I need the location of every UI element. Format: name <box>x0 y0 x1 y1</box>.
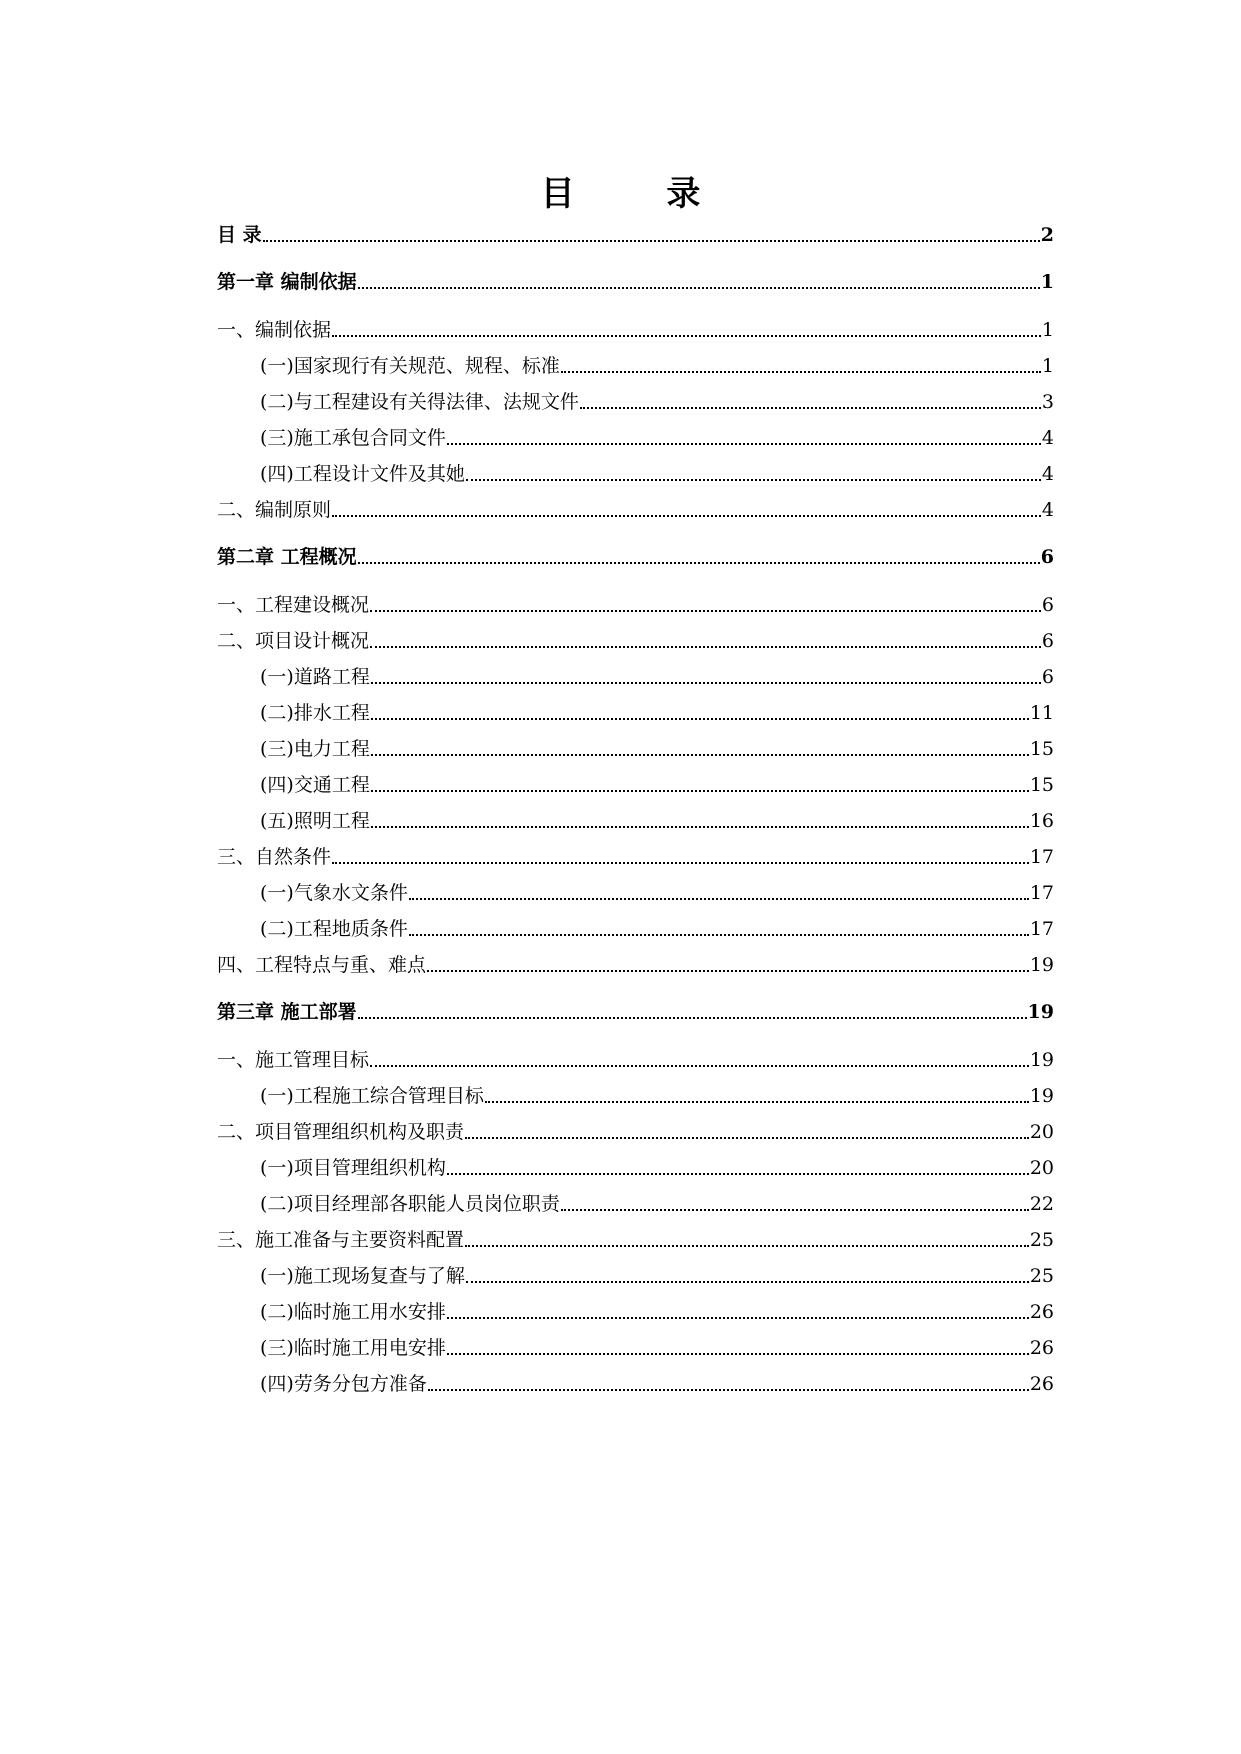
toc-entry[interactable] <box>260 1083 1054 1109</box>
toc-entry[interactable] <box>260 1263 1054 1289</box>
toc-page-number: 19 <box>1029 1049 1054 1071</box>
toc-page-number: 3 <box>1041 391 1054 413</box>
toc-entry-label: 三、自然条件 <box>217 846 332 868</box>
toc-entry-label: (四)劳务分包方准备 <box>260 1373 427 1395</box>
toc-dot-leader <box>371 824 1029 828</box>
toc-entry[interactable] <box>217 497 1054 523</box>
toc-entry-label: 第二章 工程概况 <box>217 546 357 568</box>
toc-entry[interactable] <box>260 1299 1054 1325</box>
toc-page-number: 1 <box>1041 319 1054 341</box>
toc-entry[interactable] <box>260 772 1054 798</box>
toc-dot-leader <box>332 513 1041 517</box>
toc-dot-leader <box>561 1207 1029 1211</box>
toc-entry-label: 一、施工管理目标 <box>217 1049 370 1071</box>
toc-entry[interactable] <box>217 999 1054 1025</box>
toc-page-number: 11 <box>1029 702 1054 724</box>
toc-page-number: 19 <box>1029 954 1054 976</box>
toc-entry-label: (三)施工承包合同文件 <box>260 427 446 449</box>
toc-dot-leader <box>358 560 1040 564</box>
toc-entry-label: (二)临时施工用水安排 <box>260 1301 446 1323</box>
toc-dot-leader <box>370 1063 1029 1067</box>
toc-page-number: 17 <box>1029 918 1054 940</box>
toc-entry[interactable] <box>217 844 1054 870</box>
toc-page-number: 17 <box>1029 846 1054 868</box>
toc-entry-label: (一)项目管理组织机构 <box>260 1157 446 1179</box>
toc-entry[interactable] <box>217 1227 1054 1253</box>
toc-entry-label: 三、施工准备与主要资料配置 <box>217 1229 465 1251</box>
toc-entry[interactable] <box>217 544 1054 570</box>
toc-dot-leader <box>371 680 1041 684</box>
toc-page-number: 26 <box>1029 1337 1054 1359</box>
toc-page-number: 26 <box>1029 1373 1054 1395</box>
toc-dot-leader <box>371 752 1029 756</box>
toc-page-number: 16 <box>1029 810 1054 832</box>
toc-entry[interactable] <box>260 425 1054 451</box>
toc-entry[interactable] <box>217 222 1054 248</box>
toc-entry-label: 一、编制依据 <box>217 319 332 341</box>
toc-dot-leader <box>447 1315 1029 1319</box>
toc-entry-label: 四、工程特点与重、难点 <box>217 954 427 976</box>
toc-page-number: 20 <box>1029 1157 1054 1179</box>
toc-entry[interactable] <box>260 664 1054 690</box>
toc-dot-leader <box>485 1099 1029 1103</box>
toc-entry-label: 第一章 编制依据 <box>217 271 357 293</box>
toc-entry[interactable] <box>217 317 1054 343</box>
toc-page-number: 1 <box>1040 271 1054 293</box>
toc-dot-leader <box>371 788 1029 792</box>
page-title: 目 录 <box>540 174 741 214</box>
toc-page-number: 26 <box>1029 1301 1054 1323</box>
toc-page-number: 22 <box>1029 1193 1054 1215</box>
toc-dot-leader <box>465 1243 1029 1247</box>
toc-entry-label: (一)气象水文条件 <box>260 882 408 904</box>
toc-entry-label: (四)交通工程 <box>260 774 370 796</box>
toc-dot-leader <box>370 644 1041 648</box>
toc-entry[interactable] <box>260 700 1054 726</box>
toc-entry-label: (一)工程施工综合管理目标 <box>260 1085 484 1107</box>
toc-entry-label: (一)施工现场复查与了解 <box>260 1265 465 1287</box>
toc-page-number: 1 <box>1041 355 1054 377</box>
toc-entry-label: 一、工程建设概况 <box>217 594 370 616</box>
toc-page-number: 6 <box>1041 666 1054 688</box>
toc-dot-leader <box>447 1351 1029 1355</box>
toc-dot-leader <box>427 968 1029 972</box>
toc-entry[interactable] <box>260 808 1054 834</box>
toc-entry[interactable] <box>217 952 1054 978</box>
toc-dot-leader <box>332 860 1029 864</box>
toc-entry[interactable] <box>260 1191 1054 1217</box>
toc-dot-leader <box>332 333 1041 337</box>
toc-entry[interactable] <box>217 592 1054 618</box>
toc-page-number: 6 <box>1041 630 1054 652</box>
toc-dot-leader <box>466 477 1041 481</box>
toc-entry-label: (四)工程设计文件及其她 <box>260 463 465 485</box>
toc-entry[interactable] <box>260 1155 1054 1181</box>
toc-entry[interactable] <box>260 461 1054 487</box>
toc-entry[interactable] <box>260 1371 1054 1397</box>
toc-dot-leader <box>561 369 1041 373</box>
toc-page-number: 25 <box>1029 1229 1054 1251</box>
toc-entry-label: (一)道路工程 <box>260 666 370 688</box>
toc-page-number: 6 <box>1041 594 1054 616</box>
toc-dot-leader <box>447 1171 1029 1175</box>
toc-page-number: 17 <box>1029 882 1054 904</box>
toc-entry[interactable] <box>217 628 1054 654</box>
toc-entry[interactable] <box>260 736 1054 762</box>
toc-dot-leader <box>447 441 1041 445</box>
toc-entry-label: (二)与工程建设有关得法律、法规文件 <box>260 391 579 413</box>
toc-page-number: 4 <box>1041 463 1054 485</box>
toc-entry-label: 第三章 施工部署 <box>217 1001 357 1023</box>
toc-dot-leader <box>370 608 1041 612</box>
toc-entry-label: 二、项目管理组织机构及职责 <box>217 1121 465 1143</box>
toc-page-number: 25 <box>1029 1265 1054 1287</box>
toc-entry[interactable] <box>260 389 1054 415</box>
toc-dot-leader <box>358 285 1040 289</box>
toc-entry-label: (一)国家现行有关规范、规程、标准 <box>260 355 560 377</box>
toc-dot-leader <box>358 1015 1027 1019</box>
toc-entry[interactable] <box>260 916 1054 942</box>
toc-page-number: 6 <box>1040 546 1054 568</box>
toc-entry[interactable] <box>260 880 1054 906</box>
toc-dot-leader <box>428 1387 1029 1391</box>
toc-dot-leader <box>371 716 1029 720</box>
toc-page-number: 19 <box>1027 1001 1054 1023</box>
toc-dot-leader <box>263 238 1040 242</box>
toc-entry-label: 二、编制原则 <box>217 499 332 521</box>
toc-entry-label: (三)临时施工用电安排 <box>260 1337 446 1359</box>
toc-entry-label: (五)照明工程 <box>260 810 370 832</box>
toc-dot-leader <box>466 1279 1029 1283</box>
toc-entry[interactable] <box>260 353 1054 379</box>
toc-entry[interactable] <box>260 1335 1054 1361</box>
toc-dot-leader <box>409 896 1029 900</box>
toc-dot-leader <box>580 405 1041 409</box>
toc-entry[interactable] <box>217 1119 1054 1145</box>
toc-dot-leader <box>409 932 1029 936</box>
toc-page-number: 15 <box>1029 774 1054 796</box>
toc-entry[interactable] <box>217 1047 1054 1073</box>
toc-dot-leader <box>465 1135 1029 1139</box>
toc-page-number: 19 <box>1029 1085 1054 1107</box>
toc-entry-label: 二、项目设计概况 <box>217 630 370 652</box>
toc-entry-label: (二)项目经理部各职能人员岗位职责 <box>260 1193 560 1215</box>
toc-entry-label: 目 录 <box>217 224 262 246</box>
toc-page-number: 15 <box>1029 738 1054 760</box>
toc-page-number: 20 <box>1029 1121 1054 1143</box>
toc-entry-label: (二)排水工程 <box>260 702 370 724</box>
toc-page-number: 2 <box>1040 224 1054 246</box>
toc-entry[interactable] <box>217 269 1054 295</box>
toc-page-number: 4 <box>1041 499 1054 521</box>
toc-page-number: 4 <box>1041 427 1054 449</box>
toc-entry-label: (二)工程地质条件 <box>260 918 408 940</box>
toc-entry-label: (三)电力工程 <box>260 738 370 760</box>
